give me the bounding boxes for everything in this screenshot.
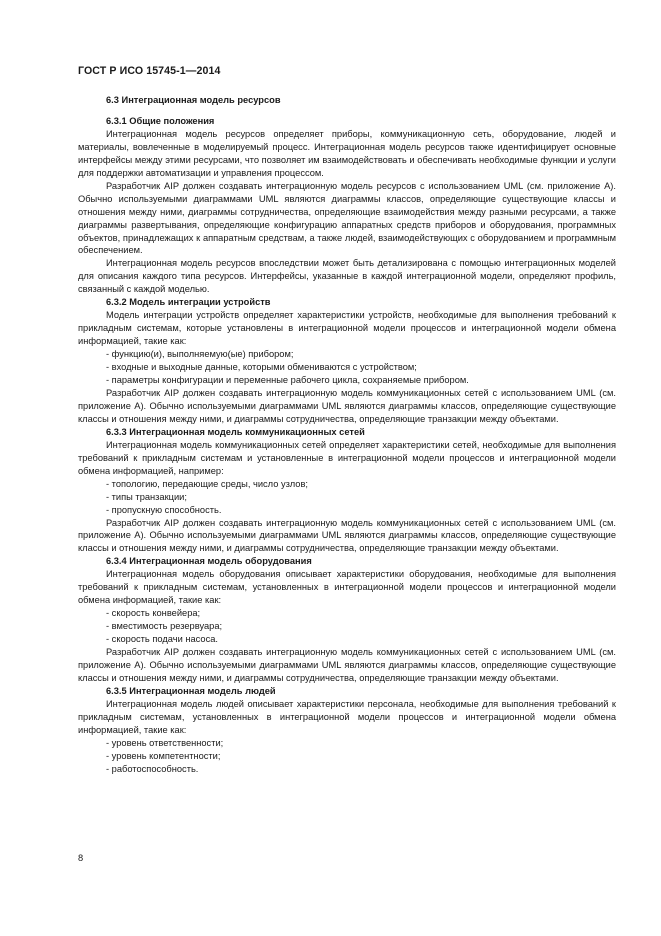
paragraph: Модель интеграции устройств определяет характеристики устройств, необходимые для выполнения требований к прикладным системам, которые установлены в интеграционной модели процессов и интеграционной модели обмена информацией, такие как: bbox=[78, 310, 616, 347]
paragraph: Интеграционная модель коммуникационных сетей определяет характеристики сетей, необходимые для выполнения требований к прикладным системам и установленные в интеграционной модели процессов и интеграционной модели обмена информацией, например: bbox=[78, 439, 616, 476]
section-heading: 6.3 Интеграционная модель ресурсов bbox=[106, 95, 281, 105]
paragraph: Разработчик AIP должен создавать интеграционную модель коммуникационных сетей с использованием UML (см. приложение А). Обычно используемыми диаграммами UML являются диаграммы классов, определяющие существующие классы и отношения между ними, и диаграммы сотрудничества, определяющие транзакции между объектами. bbox=[78, 517, 616, 554]
list-item: - вместимость резервуара; bbox=[106, 621, 223, 632]
subsection-heading-6-3-3: 6.3.3 Интеграционная модель коммуникационных сетей bbox=[106, 426, 365, 437]
paragraph: Разработчик AIP должен создавать интеграционную модель ресурсов с использованием UML (см. приложение А). Обычно используемыми диаграммами UML являются диаграммы классов, определяющие существующие классы и отношения между ними, диаграммы сотрудничества, определяющие взаимодействия между разными ресурсами, а также диаграммы развертывания, определяющие конфигурацию аппаратных средств приборов и оборудования, программных объектов, принадлежащих к аппаратным средствам, а также людей, взаимодействующих с оборудованием и программным обеспечением. bbox=[78, 180, 616, 256]
subsection-heading-6-3-2: 6.3.2 Модель интеграции устройств bbox=[106, 297, 271, 308]
paragraph: Интеграционная модель людей описывает характеристики персонала, необходимые для выполнения требований к прикладным системам, установленных в интеграционной модели процессов и интеграционной модели обмена информацией, такие как: bbox=[78, 698, 616, 735]
subsection-heading-6-3-1: 6.3.1 Общие положения bbox=[106, 115, 215, 126]
list-item: - скорость подачи насоса. bbox=[106, 634, 218, 645]
list-item: - скорость конвейера; bbox=[106, 608, 201, 619]
paragraph: Интеграционная модель оборудования описывает характеристики оборудования, необходимые для выполнения требований к прикладным системам, установленных в интеграционной модели процессов и интеграционной модели обмена информацией, такие как: bbox=[78, 569, 616, 606]
subsection-heading-6-3-4: 6.3.4 Интеграционная модель оборудования bbox=[106, 556, 312, 567]
document-header: ГОСТ Р ИСО 15745-1—2014 bbox=[78, 65, 221, 77]
paragraph: Интеграционная модель ресурсов определяет приборы, коммуникационную сеть, оборудование, людей и материалы, вовлеченные в моделируемый процесс. Интеграционная модель ресурсов также идентифицирует основные интерфейсы между этими ресурсами, что позволяет им взаимодействовать и обеспечивать необходимые функции и услуги для поддержки автоматизации и управления процессом. bbox=[78, 128, 616, 178]
page-number: 8 bbox=[78, 853, 84, 863]
list-item: - работоспособность. bbox=[106, 763, 199, 774]
list-item: - уровень ответственности; bbox=[106, 737, 224, 748]
list-item: - функцию(и), выполняемую(ые) прибором; bbox=[106, 349, 294, 360]
paragraph: Разработчик AIP должен создавать интеграционную модель коммуникационных сетей с использованием UML (см. приложение А). Обычно используемыми диаграммами UML являются диаграммы классов, определяющие существующие классы и отношения между ними, и диаграммы сотрудничества, определяющие транзакции между объектами. bbox=[78, 647, 616, 683]
list-item: - топологию, передающие среды, число узлов; bbox=[106, 478, 308, 489]
list-item: - входные и выходные данные, которыми обмениваются с устройством; bbox=[106, 362, 417, 373]
list-item: - пропускную способность. bbox=[106, 504, 222, 515]
list-item: - типы транзакции; bbox=[106, 491, 187, 502]
subsection-heading-6-3-5: 6.3.5 Интеграционная модель людей bbox=[106, 685, 276, 696]
paragraph: Разработчик AIP должен создавать интеграционную модель коммуникационных сетей с использованием UML (см. приложение А). Обычно используемыми диаграммами UML являются диаграммы классов, определяющие существующие классы и отношения между ними, и диаграммы сотрудничества, определяющие транзакции между объектами. bbox=[78, 387, 616, 424]
page-content bbox=[78, 94, 616, 776]
list-item: - параметры конфигурации и переменные рабочего цикла, сохраняемые прибором. bbox=[106, 375, 469, 386]
paragraph: Интеграционная модель ресурсов впоследствии может быть детализирована с помощью интеграционных моделей для описания каждого типа ресурсов. Интерфейсы, указанные в каждой интеграционной модели, определяют профиль, связанный с каждой моделью. bbox=[78, 258, 616, 295]
list-item: - уровень компетентности; bbox=[106, 750, 221, 761]
